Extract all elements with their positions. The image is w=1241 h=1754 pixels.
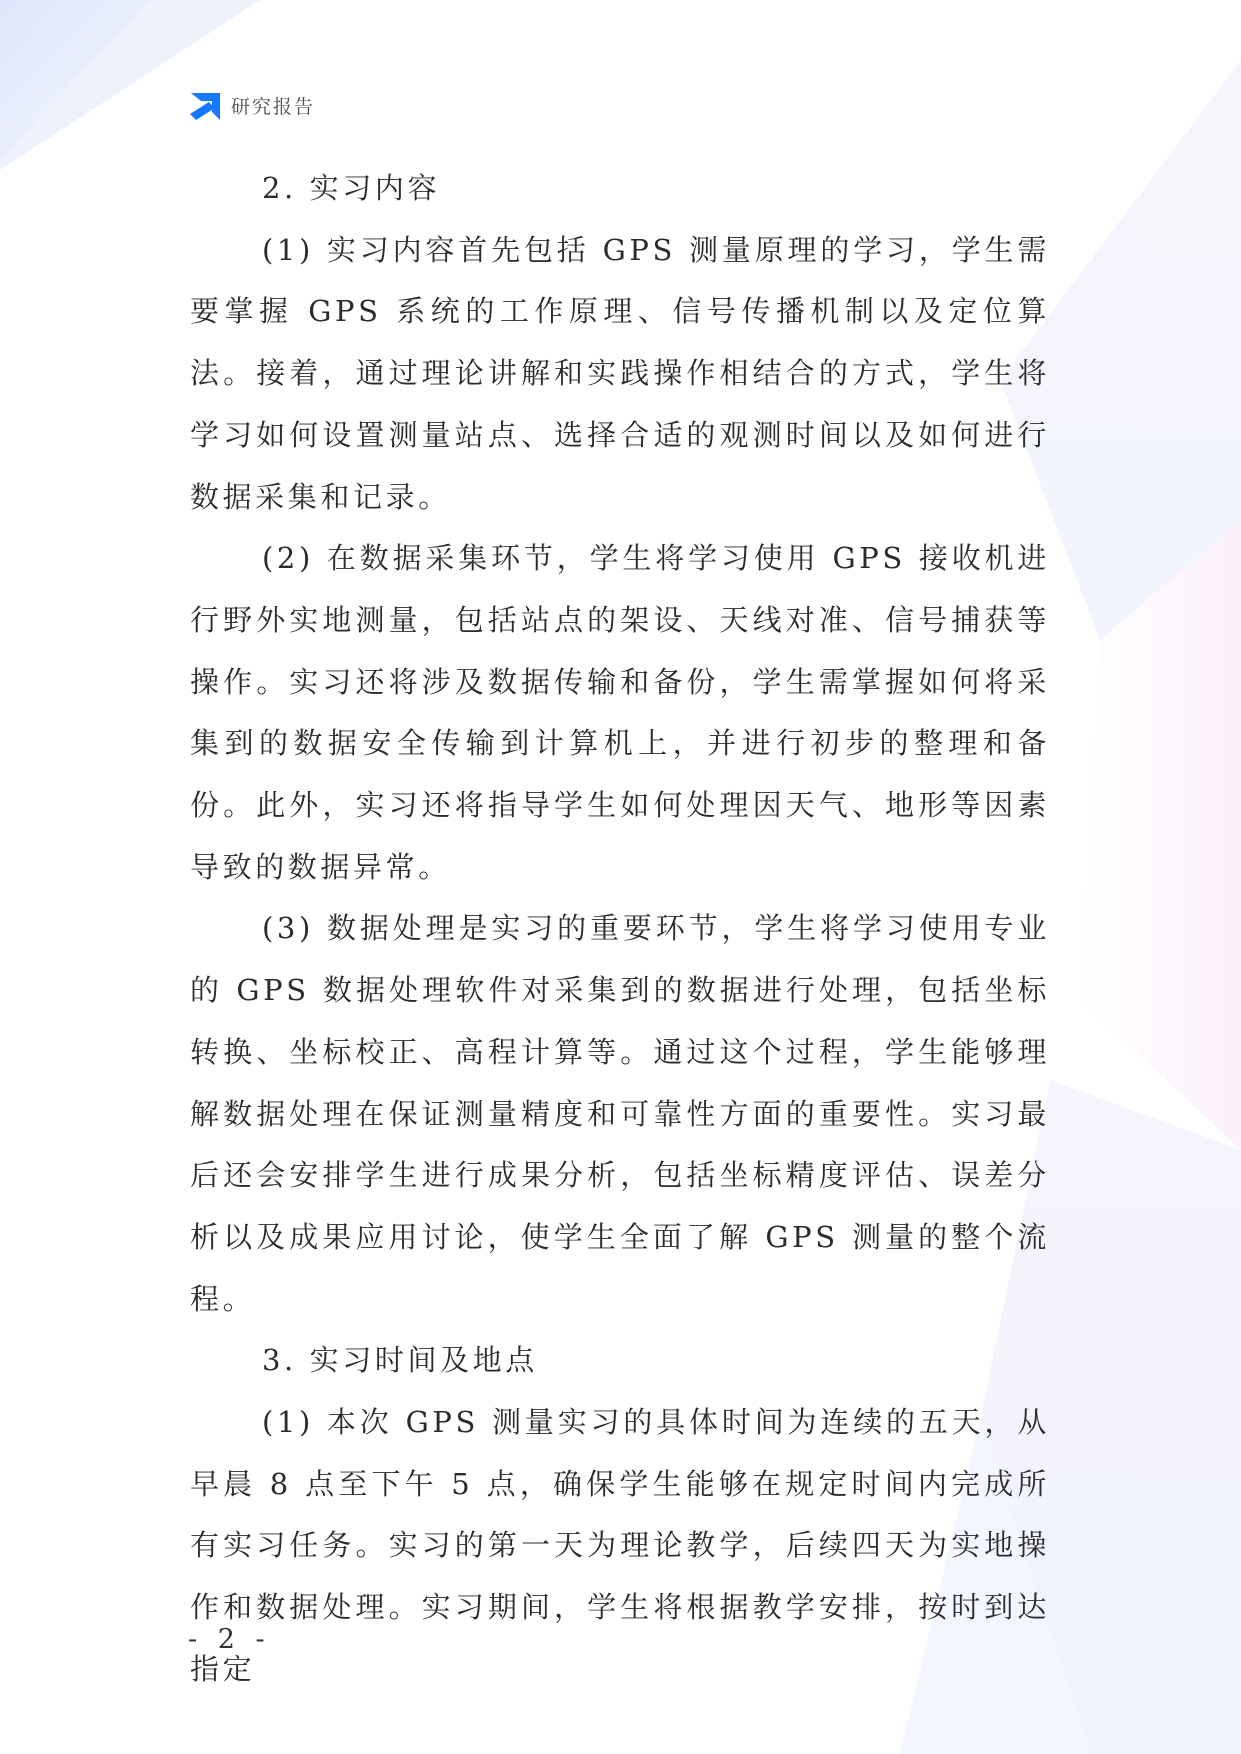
section-heading-time-place: 3. 实习时间及地点 bbox=[262, 1343, 538, 1378]
paragraph-2: (2) 在数据采集环节，学生将学习使用 GPS 接收机进行野外实地测量，包括站点的架设、天线对准、信号捕获等操作。实习还将涉及数据传输和备份，学生需掌握如何将采集到的数据安全传输到计算机上，并进行初步的整理和备份。此外，实习还将指导学生如何处理因天气、地形等因素导致的数据异常。 bbox=[190, 541, 1050, 884]
paragraph-1: (1) 实习内容首先包括 GPS 测量原理的学习，学生需要掌握 GPS 系统的工作原理、信号传播机制以及定位算法。接着，通过理论讲解和实践操作相结合的方式，学生将学习如何设置测量站点、选择合适的观测时间以及如何进行数据采集和记录。 bbox=[190, 232, 1050, 514]
arrow-up-right-icon bbox=[187, 88, 221, 122]
section-heading-content: 2. 实习内容 bbox=[262, 171, 441, 205]
paragraph-3: (3) 数据处理是实习的重要环节，学生将学习使用专业的 GPS 数据处理软件对采集到的数据进行处理，包括坐标转换、坐标校正、高程计算等。通过这个过程，学生能够理解数据处理在保证测量精度和可靠性方面的重要性。实习最后还会安排学生进行成果分析，包括坐标精度评估、误差分析以及成果应用讨论，使学生全面了解 GPS 测量的整个流程。 bbox=[190, 911, 1050, 1316]
page-number: - 2 - bbox=[188, 1624, 271, 1655]
page-header bbox=[187, 88, 315, 122]
document-body bbox=[190, 158, 1050, 1701]
brand-label: 研究报告 bbox=[231, 95, 316, 118]
paragraph-4: (1) 本次 GPS 测量实习的具体时间为连续的五天，从早晨 8 点至下午 5 点，确保学生能够在规定时间内完成所有实习任务。实习的第一天为理论教学，后续四天为实地操作和数据处理。实习期间，学生将根据教学安排，按时到达指定 bbox=[190, 1405, 1050, 1686]
